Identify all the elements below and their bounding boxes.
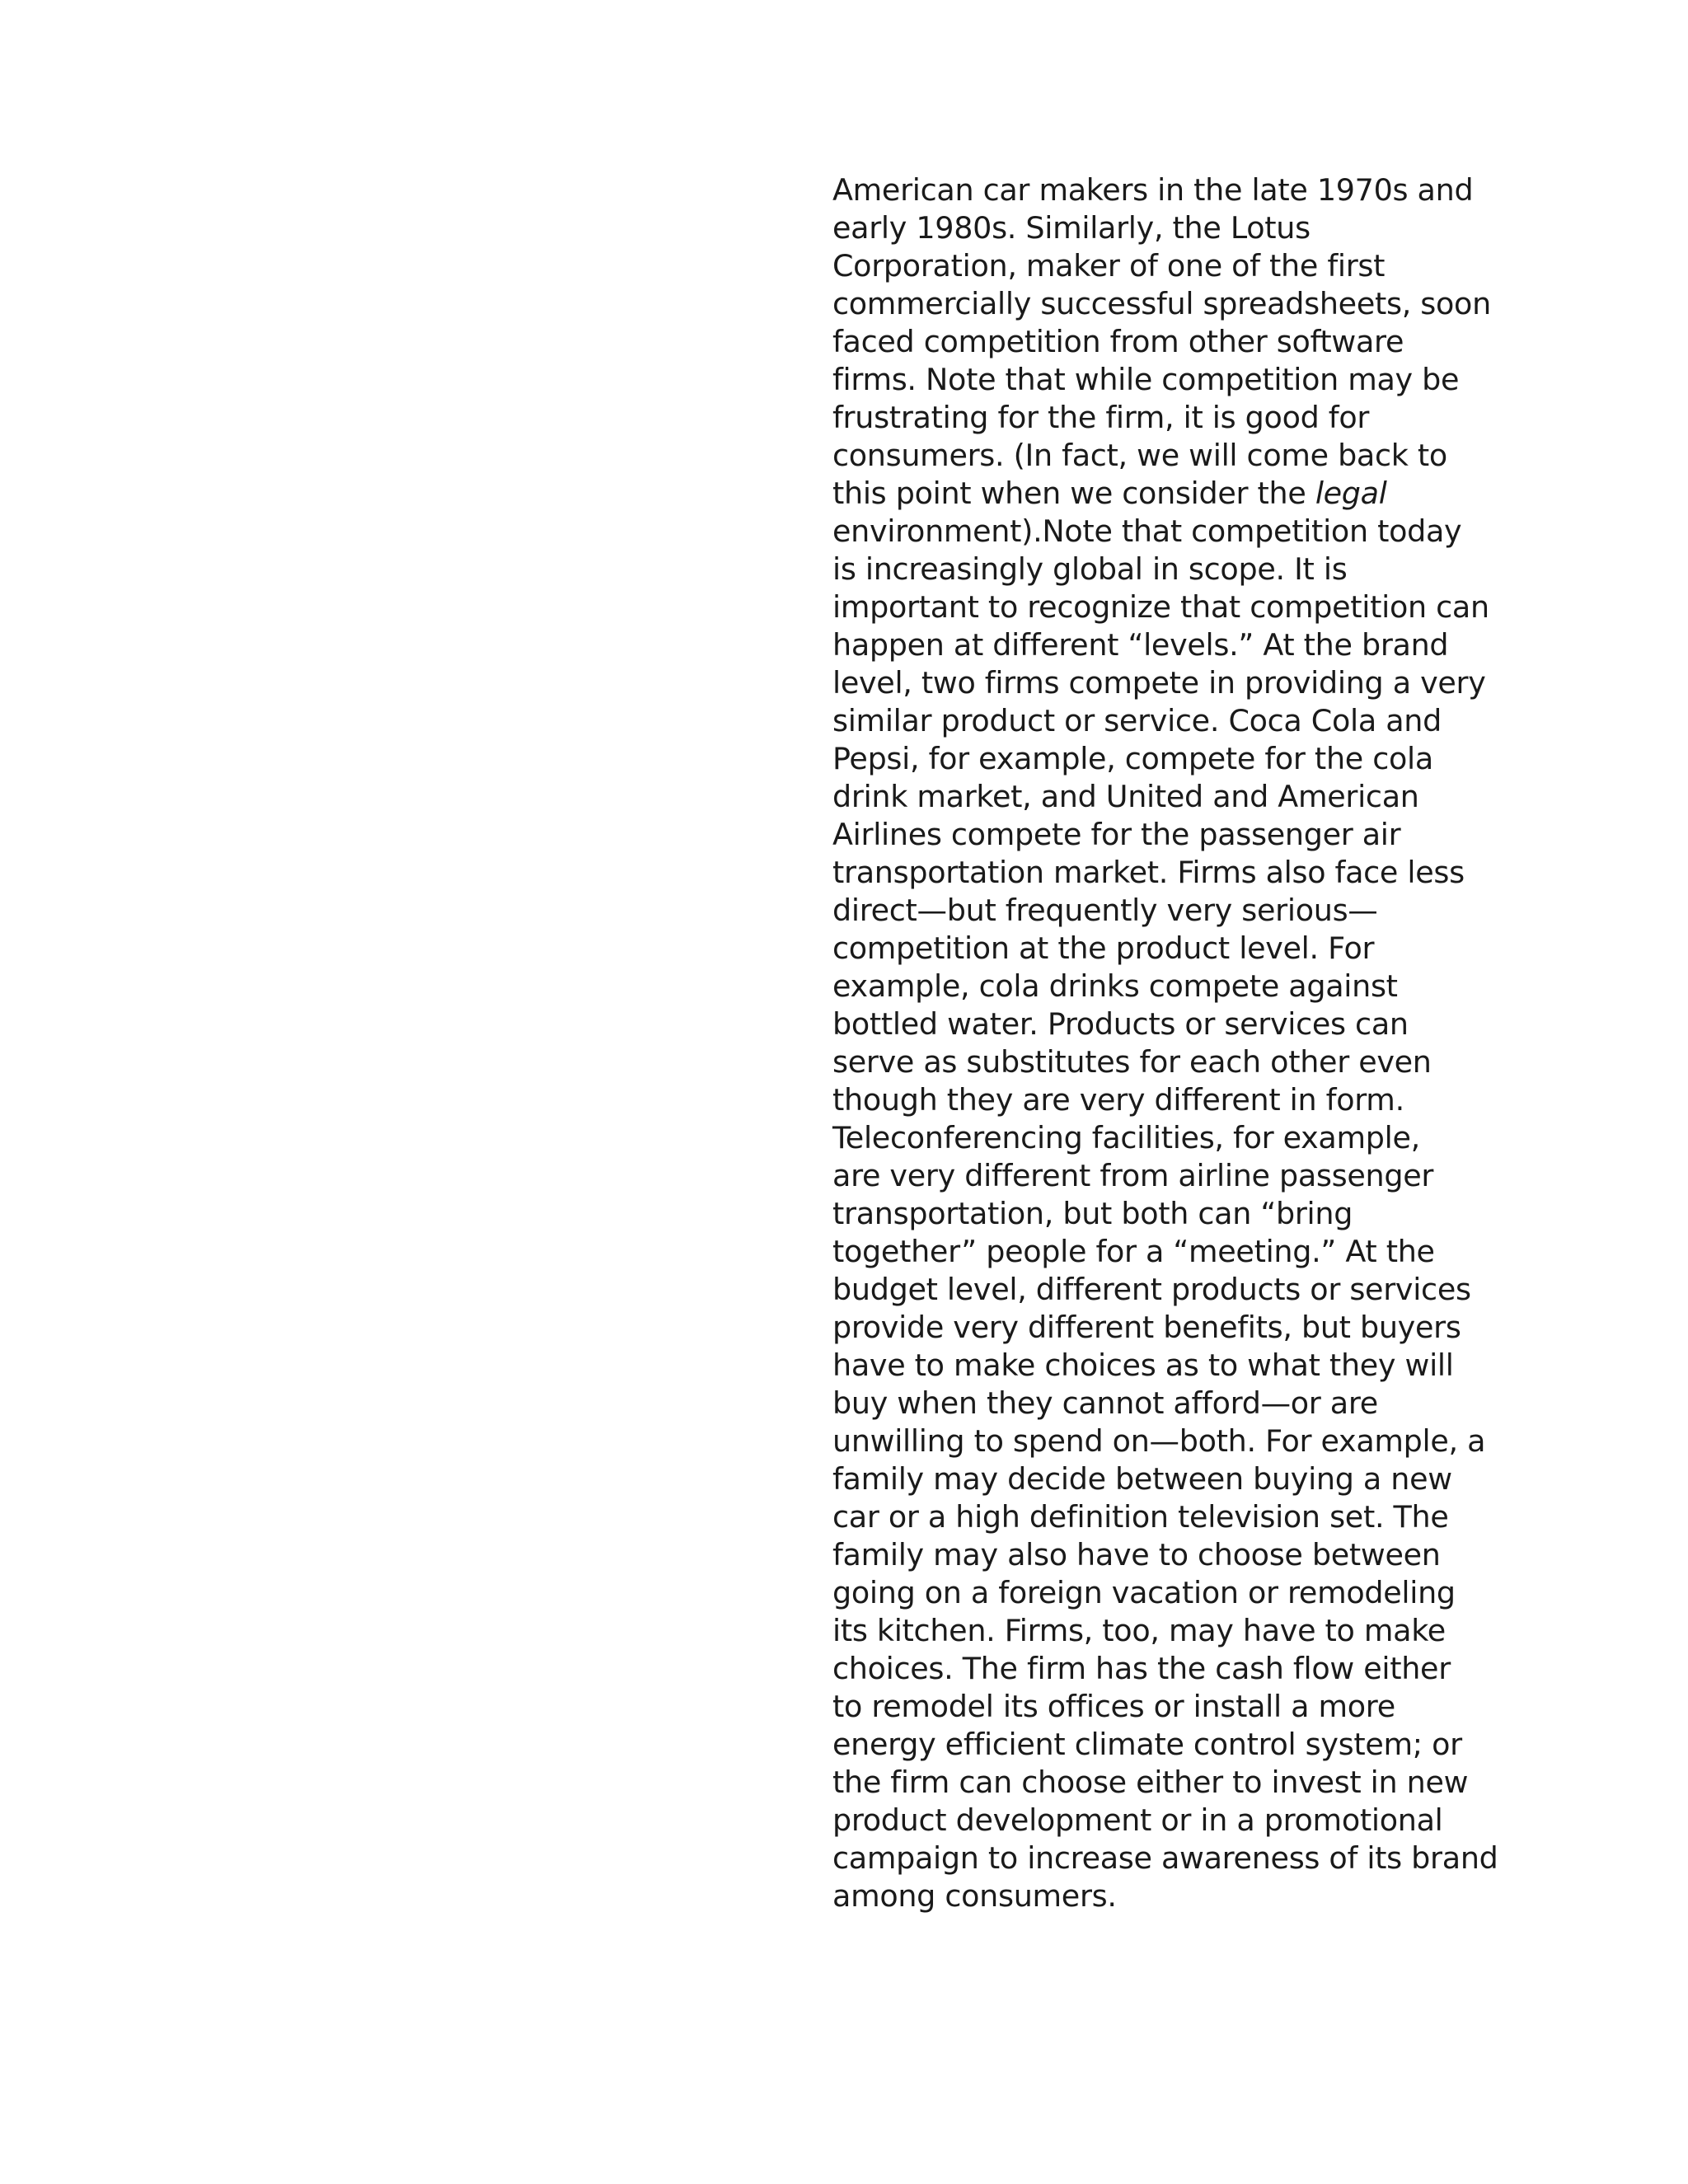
text-line: its kitchen. Firms, too, may have to make: [832, 1613, 1446, 1648]
text-line: is increasingly global in scope. It is: [832, 551, 1348, 587]
text-line: choices. The firm has the cash flow either: [832, 1651, 1451, 1686]
text-line: bottled water. Products or services can: [832, 1006, 1409, 1042]
text-line: Pepsi, for example, compete for the cola: [832, 741, 1433, 776]
text-line: Corporation, maker of one of the first: [832, 248, 1386, 284]
text-line: though they are very different in form.: [832, 1082, 1404, 1118]
text-line: commercially successful spreadsheets, soon: [832, 286, 1491, 321]
text-line: example, cola drinks compete against: [832, 968, 1398, 1004]
text-line: buy when they cannot afford—or are: [832, 1385, 1378, 1421]
text-line: [832, 475, 1508, 513]
text-line: drink market, and United and American: [832, 779, 1419, 814]
text-segment: this point when we consider the: [832, 476, 1315, 511]
text-line: environment).Note that competition today: [832, 513, 1462, 549]
text-line: campaign to increase awareness of its brand: [832, 1840, 1498, 1876]
text-line: happen at different “levels.” At the brand: [832, 627, 1449, 663]
text-line: unwilling to spend on—both. For example, a: [832, 1423, 1486, 1459]
text-line: are very different from airline passenger: [832, 1158, 1434, 1193]
text-line: early 1980s. Similarly, the Lotus: [832, 210, 1311, 246]
text-line: going on a foreign vacation or remodeling: [832, 1575, 1456, 1610]
text-line: to remodel its offices or install a more: [832, 1689, 1395, 1724]
text-line: important to recognize that competition can: [832, 589, 1489, 625]
text-line: Teleconferencing facilities, for example,: [832, 1120, 1420, 1155]
italic-term: legal: [1315, 476, 1387, 511]
text-line: transportation, but both can “bring: [832, 1196, 1353, 1231]
text-line: serve as substitutes for each other even: [832, 1044, 1432, 1080]
text-line: consumers. (In fact, we will come back to: [832, 438, 1447, 473]
body-text-column: [832, 171, 1508, 1915]
text-line: competition at the product level. For: [832, 930, 1375, 966]
text-line: transportation market. Firms also face less: [832, 855, 1465, 890]
text-line: American car makers in the late 1970s and: [832, 172, 1474, 208]
text-line: similar product or service. Coca Cola and: [832, 703, 1442, 738]
text-line: energy efficient climate control system; or: [832, 1727, 1462, 1762]
text-line: family may decide between buying a new: [832, 1461, 1452, 1497]
text-line: family may also have to choose between: [832, 1537, 1441, 1572]
text-line: provide very different benefits, but buyers: [832, 1310, 1461, 1345]
text-line: faced competition from other software: [832, 324, 1404, 359]
text-line: among consumers.: [832, 1878, 1117, 1914]
text-line: frustrating for the firm, it is good for: [832, 400, 1370, 435]
text-line: Airlines compete for the passenger air: [832, 817, 1401, 852]
text-line: have to make choices as to what they will: [832, 1347, 1454, 1383]
text-line: together” people for a “meeting.” At the: [832, 1234, 1435, 1269]
text-line: firms. Note that while competition may be: [832, 362, 1460, 397]
text-line: the firm can choose either to invest in new: [832, 1765, 1469, 1800]
text-line: budget level, different products or services: [832, 1272, 1471, 1307]
text-line: level, two firms compete in providing a very: [832, 665, 1486, 701]
text-line: direct—but frequently very serious—: [832, 893, 1378, 928]
text-line: car or a high definition television set. The: [832, 1499, 1449, 1535]
text-line: product development or in a promotional: [832, 1802, 1443, 1838]
